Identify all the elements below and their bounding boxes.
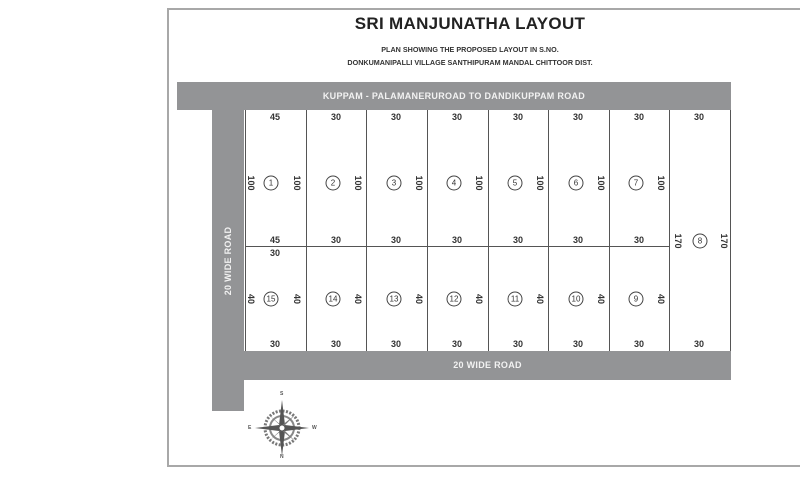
plot-8-bottom-dim: 30 — [693, 339, 705, 349]
plot-1-bottom-dim: 45 — [269, 235, 281, 245]
plot-10-number: 10 — [569, 292, 584, 307]
compass-rose-graphic — [247, 390, 317, 460]
plot-boundary — [427, 110, 428, 351]
compass-rose-icon — [247, 390, 317, 460]
bottom-road: 20 WIDE ROAD — [244, 351, 731, 380]
plot-12-bottom-dim: 30 — [451, 339, 463, 349]
subtitle-line-1: PLAN SHOWING THE PROPOSED LAYOUT IN S.NO. — [381, 45, 559, 54]
plot-15-bottom-dim: 30 — [269, 339, 281, 349]
plot-12-number: 12 — [447, 292, 462, 307]
plot-2-top-dim: 30 — [330, 112, 342, 122]
plot-boundary — [730, 110, 731, 351]
plot-1-left-dim: 100 — [246, 175, 256, 191]
plot-5-number: 5 — [508, 176, 523, 191]
compass-bottom-label: N — [280, 454, 284, 460]
plot-12-right-dim: 40 — [474, 293, 484, 305]
plot-11-bottom-dim: 30 — [512, 339, 524, 349]
plot-10-bottom-dim: 30 — [572, 339, 584, 349]
plot-11-right-dim: 40 — [535, 293, 545, 305]
plot-3-number: 3 — [387, 176, 402, 191]
plot-boundary — [245, 110, 246, 351]
plot-grid — [245, 110, 730, 351]
plot-boundary — [609, 110, 610, 351]
plot-9-number: 9 — [629, 292, 644, 307]
plot-8-right-dim: 170 — [719, 233, 729, 249]
plot-8-left-dim: 170 — [673, 233, 683, 249]
plot-6-right-dim: 100 — [596, 175, 606, 191]
plot-6-number: 6 — [569, 176, 584, 191]
plot-14-bottom-dim: 30 — [330, 339, 342, 349]
plot-15-left-dim: 40 — [246, 293, 256, 305]
plot-7-right-dim: 100 — [656, 175, 666, 191]
plot-4-bottom-dim: 30 — [451, 235, 463, 245]
layout-title: SRI MANJUNATHA LAYOUT — [354, 14, 586, 33]
plot-boundary — [306, 110, 307, 351]
plot-3-bottom-dim: 30 — [390, 235, 402, 245]
plot-boundary — [245, 246, 669, 247]
plot-13-right-dim: 40 — [414, 293, 424, 305]
compass-right-label: W — [312, 425, 317, 431]
plot-13-bottom-dim: 30 — [390, 339, 402, 349]
plot-1-right-dim: 100 — [292, 175, 302, 191]
plot-11-number: 11 — [508, 292, 523, 307]
plot-5-bottom-dim: 30 — [512, 235, 524, 245]
plot-14-right-dim: 40 — [353, 293, 363, 305]
plot-7-bottom-dim: 30 — [633, 235, 645, 245]
plot-8-top-dim: 30 — [693, 112, 705, 122]
left-road — [212, 110, 244, 411]
plot-3-top-dim: 30 — [390, 112, 402, 122]
plot-8-number: 8 — [693, 234, 708, 249]
plot-4-top-dim: 30 — [451, 112, 463, 122]
plot-6-top-dim: 30 — [572, 112, 584, 122]
plot-7-number: 7 — [629, 176, 644, 191]
compass-left-label: E — [248, 425, 252, 431]
plot-4-right-dim: 100 — [474, 175, 484, 191]
plot-10-right-dim: 40 — [596, 293, 606, 305]
plot-14-number: 14 — [326, 292, 341, 307]
plot-1-number: 1 — [264, 176, 279, 191]
top-road: KUPPAM - PALAMANERUROAD TO DANDIKUPPAM ROAD — [177, 82, 731, 110]
plot-boundary — [548, 110, 549, 351]
plot-15-right-dim: 40 — [292, 293, 302, 305]
compass-top-label: S — [280, 391, 284, 397]
plot-1-top-dim: 45 — [269, 112, 281, 122]
subtitle-line-2: DONKUMANIPALLI VILLAGE SANTHIPURAM MANDAL CHITTOOR DIST. — [347, 58, 593, 67]
plot-4-number: 4 — [447, 176, 462, 191]
plot-6-bottom-dim: 30 — [572, 235, 584, 245]
plot-2-right-dim: 100 — [353, 175, 363, 191]
plot-2-bottom-dim: 30 — [330, 235, 342, 245]
plot-5-right-dim: 100 — [535, 175, 545, 191]
plot-2-number: 2 — [326, 176, 341, 191]
plot-15-top-dim: 30 — [269, 248, 281, 258]
plot-boundary — [366, 110, 367, 351]
plot-boundary — [669, 110, 670, 351]
plot-3-right-dim: 100 — [414, 175, 424, 191]
plot-13-number: 13 — [387, 292, 402, 307]
plot-9-bottom-dim: 30 — [633, 339, 645, 349]
plot-boundary — [488, 110, 489, 351]
left-road-label: 20 WIDE ROAD — [223, 226, 233, 295]
plot-15-number: 15 — [264, 292, 279, 307]
plot-7-top-dim: 30 — [633, 112, 645, 122]
plot-5-top-dim: 30 — [512, 112, 524, 122]
plot-9-right-dim: 40 — [656, 293, 666, 305]
